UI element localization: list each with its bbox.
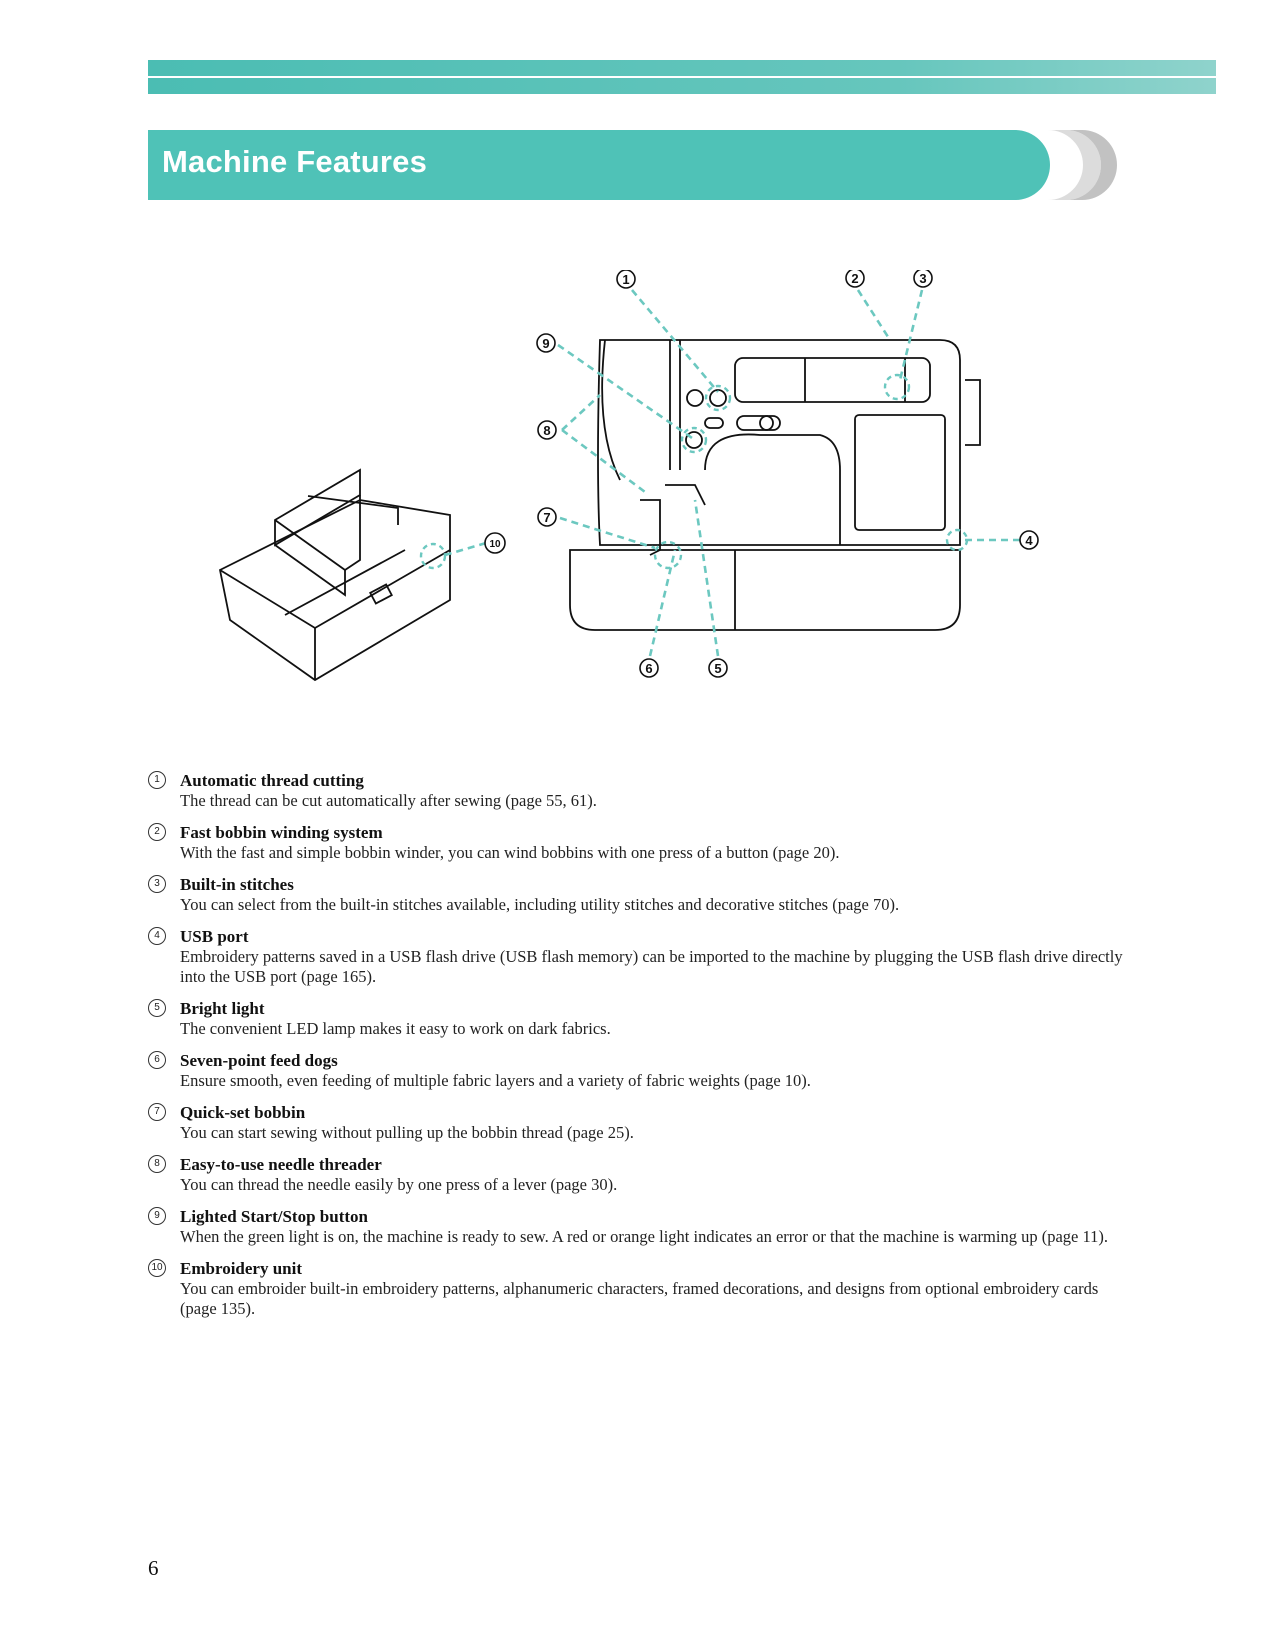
feature-title: Easy-to-use needle threader bbox=[180, 1155, 382, 1174]
feature-description: You can thread the needle easily by one press of a lever (page 30). bbox=[180, 1175, 618, 1194]
callout-10 bbox=[485, 533, 505, 553]
callout-1 bbox=[617, 270, 635, 288]
feature-item-9 bbox=[148, 1206, 1138, 1247]
svg-text:10: 10 bbox=[489, 539, 501, 550]
feature-number: 6 bbox=[148, 1051, 166, 1069]
feature-number: 3 bbox=[148, 875, 166, 893]
feature-description: The convenient LED lamp makes it easy to work on dark fabrics. bbox=[180, 1019, 611, 1038]
header-band-rule bbox=[148, 76, 1216, 78]
svg-text:8: 8 bbox=[543, 423, 551, 438]
feature-item-10 bbox=[148, 1258, 1138, 1319]
feature-number: 7 bbox=[148, 1103, 166, 1121]
feature-list bbox=[148, 770, 1138, 1330]
svg-text:2: 2 bbox=[851, 271, 859, 286]
svg-text:1: 1 bbox=[622, 272, 630, 287]
svg-text:3: 3 bbox=[919, 271, 927, 286]
page-title: Machine Features bbox=[162, 144, 428, 179]
sewing-machine-illustration bbox=[570, 340, 980, 630]
header-band bbox=[148, 60, 1216, 94]
svg-text:4: 4 bbox=[1025, 533, 1033, 548]
feature-item-6 bbox=[148, 1050, 1138, 1091]
svg-text:9: 9 bbox=[542, 336, 550, 351]
svg-text:6: 6 bbox=[645, 661, 653, 676]
feature-description: You can start sewing without pulling up the bobbin thread (page 25). bbox=[180, 1123, 634, 1142]
feature-number: 1 bbox=[148, 771, 166, 789]
svg-text:7: 7 bbox=[543, 510, 551, 525]
feature-title: Bright light bbox=[180, 999, 265, 1018]
feature-title: Quick-set bobbin bbox=[180, 1103, 306, 1122]
feature-title: Built-in stitches bbox=[180, 875, 294, 894]
callout-4 bbox=[1020, 531, 1038, 549]
feature-description: You can select from the built-in stitches available, including utility stitches and decorative stitches (page 70). bbox=[180, 895, 900, 914]
feature-description: When the green light is on, the machine is ready to sew. A red or orange light indicates an error or that the machine is warming up (page 11). bbox=[180, 1227, 1108, 1246]
feature-title: Lighted Start/Stop button bbox=[180, 1207, 368, 1226]
svg-text:5: 5 bbox=[714, 661, 722, 676]
callout-7 bbox=[538, 508, 556, 526]
feature-item-7 bbox=[148, 1102, 1138, 1143]
feature-title: Automatic thread cutting bbox=[180, 771, 364, 790]
callout-3 bbox=[914, 270, 932, 287]
section-title-bar bbox=[148, 130, 1050, 200]
callout-5 bbox=[709, 659, 727, 677]
feature-number: 2 bbox=[148, 823, 166, 841]
feature-title: USB port bbox=[180, 927, 249, 946]
feature-item-2 bbox=[148, 822, 1138, 863]
feature-title: Seven-point feed dogs bbox=[180, 1051, 338, 1070]
machine-diagram bbox=[200, 270, 1100, 730]
feature-item-5 bbox=[148, 998, 1138, 1039]
feature-item-3 bbox=[148, 874, 1138, 915]
feature-number: 8 bbox=[148, 1155, 166, 1173]
callout-8 bbox=[538, 421, 556, 439]
callout-9 bbox=[537, 334, 555, 352]
callout-2 bbox=[846, 270, 864, 287]
feature-description: You can embroider built-in embroidery patterns, alphanumeric characters, framed decorations, and designs from optional embroidery cards (page 135). bbox=[180, 1279, 1099, 1318]
feature-number: 5 bbox=[148, 999, 166, 1017]
feature-description: With the fast and simple bobbin winder, you can wind bobbins with one press of a button (page 20). bbox=[180, 843, 840, 862]
feature-item-8 bbox=[148, 1154, 1138, 1195]
feature-item-4 bbox=[148, 926, 1138, 987]
feature-title: Fast bobbin winding system bbox=[180, 823, 383, 842]
feature-number: 10 bbox=[148, 1259, 166, 1277]
feature-description: Embroidery patterns saved in a USB flash drive (USB flash memory) can be imported to the machine by plugging the USB flash drive directly into the USB port (page 165). bbox=[180, 947, 1123, 986]
page-number: 6 bbox=[148, 1556, 159, 1580]
feature-description: The thread can be cut automatically after sewing (page 55, 61). bbox=[180, 791, 597, 810]
feature-number: 4 bbox=[148, 927, 166, 945]
title-decoration-icon bbox=[1048, 130, 1118, 200]
feature-item-1 bbox=[148, 770, 1138, 811]
callout-leaders bbox=[421, 290, 1020, 656]
feature-description: Ensure smooth, even feeding of multiple fabric layers and a variety of fabric weights (page 10). bbox=[180, 1071, 811, 1090]
feature-title: Embroidery unit bbox=[180, 1259, 303, 1278]
feature-number: 9 bbox=[148, 1207, 166, 1225]
embroidery-unit-illustration bbox=[220, 470, 450, 680]
callout-6 bbox=[640, 659, 658, 677]
